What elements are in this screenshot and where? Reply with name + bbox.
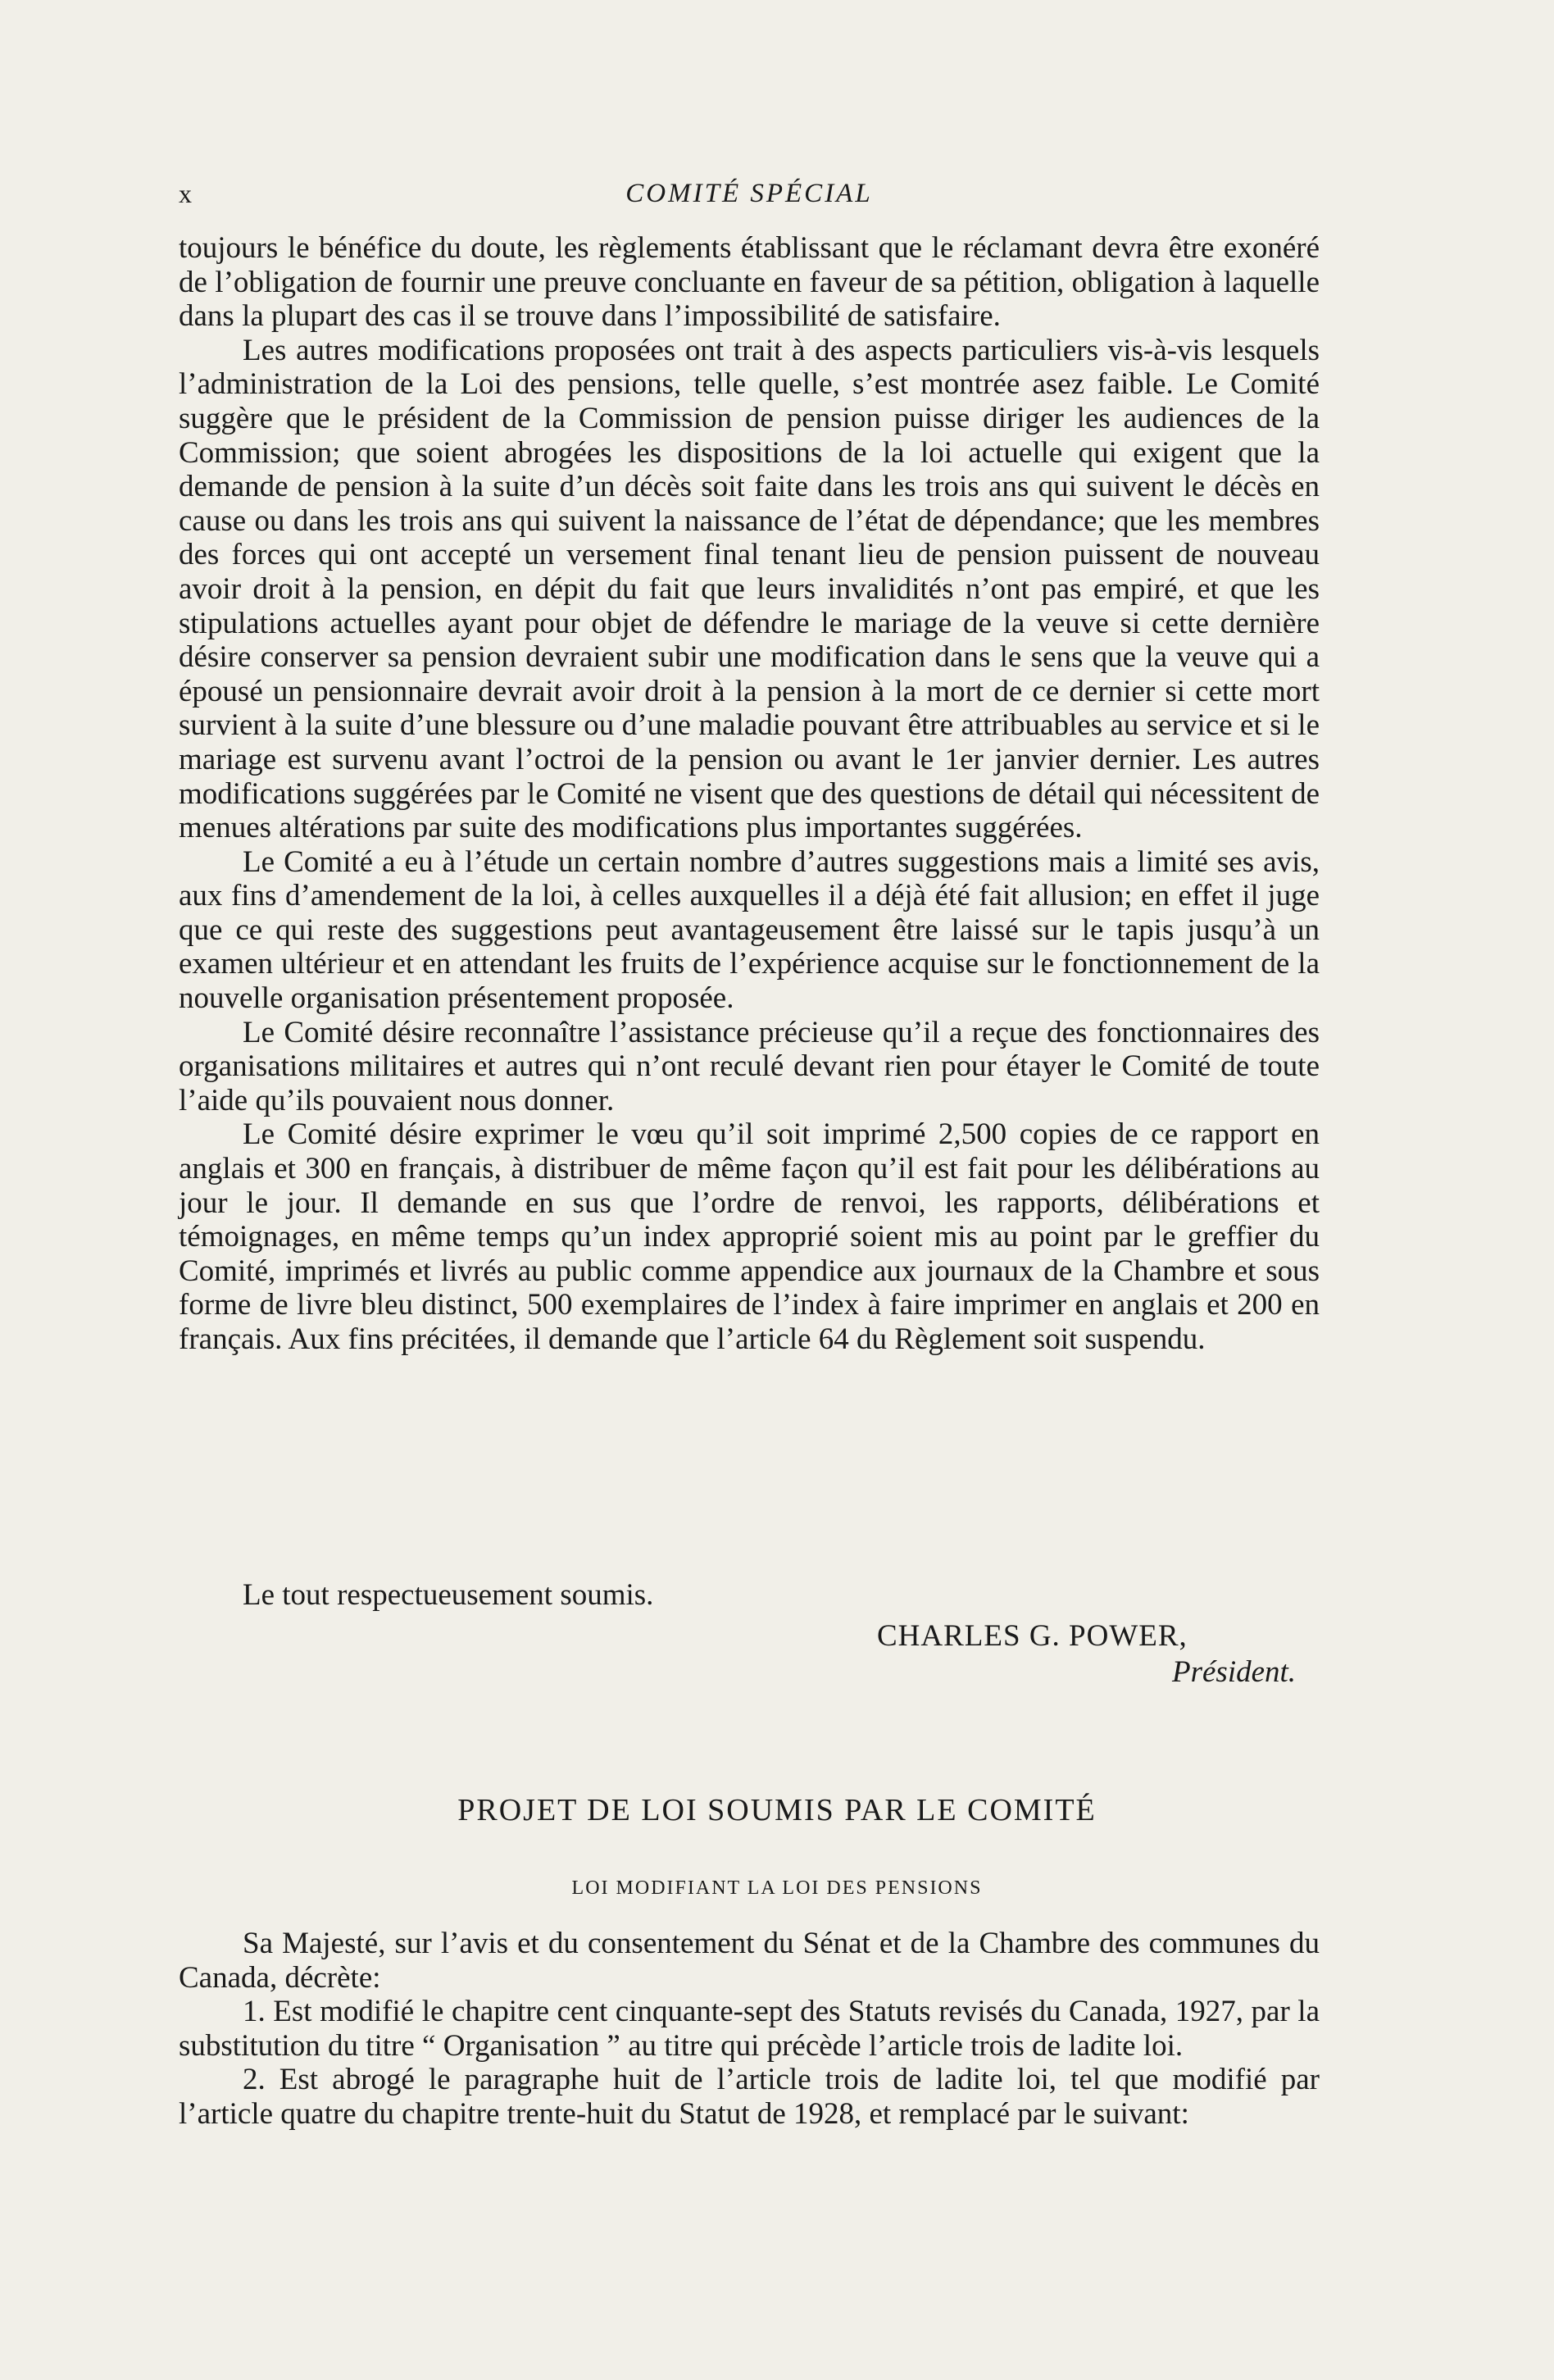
page-number: x bbox=[179, 179, 193, 208]
bill-body bbox=[179, 1927, 1320, 2132]
page-header bbox=[179, 179, 1320, 218]
closing-line: Le tout respectueusement soumis. bbox=[243, 1578, 654, 1612]
report-paragraph: Les autres modifications proposées ont trait à des aspects particuliers vis-à-vis lesquels l’administration de la Loi des pensions, telle quelle, s’est montrée asez faible. Le Comité suggère que le président de la Commission de pension puisse diriger les audiences de la Commission; que soient abrogées les dispositions de la loi actuelle qui exigent que la demande de pension à la suite d’un décès soit faite dans les trois ans qui suivent le décès en cause ou dans les trois ans qui suivent la naissance de l’état de dépendance; que les membres des forces qui ont accepté un versement final tenant lieu de pension puissent de nouveau avoir droit à la pension, en dépit du fait que leurs invalidités n’ont pas empiré, et que les stipulations actuelles ayant pour objet de défendre le mariage de la veuve si cette dernière désire conserver sa pension devraient subir une modification dans le sens que la veuve qui a épousé un pensionnaire devrait avoir droit à la pension à la mort de ce dernier si cette mort survient à la suite d’une blessure ou d’une maladie pouvant être attribuables au service et si le mariage est survenu avant l’octroi de la pension ou avant le 1er janvier dernier. Les autres modifications suggérées par le Comité ne visent que des questions de détail qui nécessitent de menues altérations par suite des modifications plus importantes suggérées. bbox=[179, 333, 1320, 845]
bill-paragraph: 2. Est abrogé le paragraphe huit de l’article trois de ladite loi, tel que modifié par l’article quatre du chapitre trente-huit du Statut de 1928, et remplacé par le suivant: bbox=[179, 2063, 1320, 2131]
bill-title: PROJET DE LOI SOUMIS PAR LE COMITÉ bbox=[457, 1793, 1097, 1827]
report-paragraph: toujours le bénéfice du doute, les règlements établissant que le réclamant devra être exonéré de l’obligation de fournir une preuve concluante en faveur de sa pétition, obligation à laquelle dans la plupart des cas il se trouve dans l’impossibilité de satisfaire. bbox=[179, 231, 1320, 334]
report-paragraph: Le Comité désire reconnaître l’assistance précieuse qu’il a reçue des fonctionnaires des organisations militaires et autres qui n’ont reculé devant rien pour étayer le Comité de toute l’aide qu’ils pouvaient nous donner. bbox=[179, 1015, 1320, 1117]
signature-name: CHARLES G. POWER, bbox=[877, 1619, 1188, 1653]
signature-title: Président. bbox=[1172, 1655, 1297, 1689]
report-paragraph: Le Comité désire exprimer le vœu qu’il soit imprimé 2,500 copies de ce rapport en anglais et 300 en français, à distribuer de même façon qu’il est fait pour les délibérations au jour le jour. Il demande en sus que l’ordre de renvoi, les rapports, délibérations et témoignages, en même temps qu’un index approprié soient mis au point par le greffier du Comité, imprimés et livrés au public comme appendice aux journaux de la Chambre et sous forme de livre bleu distinct, 500 exemplaires de l’index à faire imprimer en anglais et 200 en français. Aux fins précitées, il demande que l’article 64 du Règlement soit suspendu. bbox=[179, 1117, 1320, 1356]
report-body bbox=[179, 231, 1320, 1357]
bill-paragraph: Sa Majesté, sur l’avis et du consentement du Sénat et de la Chambre des communes du Canada, décrète: bbox=[179, 1927, 1320, 1995]
running-title: COMITÉ SPÉCIAL bbox=[625, 179, 873, 208]
bill-paragraph: 1. Est modifié le chapitre cent cinquante-sept des Statuts revisés du Canada, 1927, par la substitution du titre “ Organisation ” au titre qui précède l’article trois de ladite loi. bbox=[179, 1995, 1320, 2063]
bill-subtitle: LOI MODIFIANT LA LOI DES PENSIONS bbox=[571, 1877, 983, 1899]
report-paragraph: Le Comité a eu à l’étude un certain nombre d’autres suggestions mais a limité ses avis, aux fins d’amendement de la loi, à celles auxquelles il a déjà été fait allusion; en effet il juge que ce qui reste des suggestions peut avantageusement être laissé sur le tapis jusqu’à un examen ultérieur et en attendant les fruits de l’expérience acquise sur le fonctionnement de la nouvelle organisation présentement proposée. bbox=[179, 844, 1320, 1016]
